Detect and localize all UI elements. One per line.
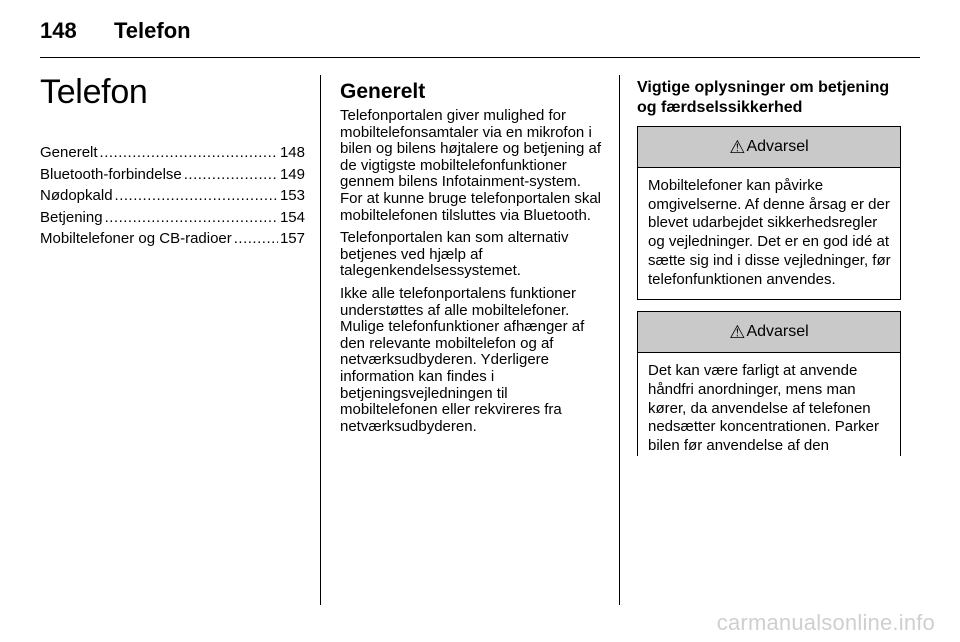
toc-label: Bluetooth-forbindelse	[40, 165, 182, 183]
toc-page: 153	[279, 187, 305, 204]
warning-icon: ⚠	[729, 136, 746, 157]
paragraph: Ikke alle telefonportalens funktioner understøttes af alle mobiltelefoner. Mulige telefonfunktioner afhænger af den relevante mobiltelefon og af netværksudbyderen. Yderligere information kan findes i betjeningsvejledningen til mobiltelefonen eller rekvireres fra netværksudbyderen.	[340, 284, 585, 435]
paragraph: Telefonportalen kan som alternativ betjenes ved hjælp af talegenkendelsessystemet.	[340, 229, 569, 280]
header-divider	[40, 57, 920, 58]
toc-leader	[105, 207, 278, 229]
toc-leader	[184, 164, 278, 186]
safety-section	[637, 78, 901, 467]
table-of-contents	[40, 72, 305, 250]
toc-label: Generelt	[40, 144, 98, 161]
toc-label: Nødopkald	[40, 187, 113, 204]
toc-leader	[100, 142, 278, 164]
warning-heading: Advarsel	[746, 323, 809, 341]
column-divider-left	[320, 75, 321, 605]
toc-item-mobiltelefoner[interactable]	[40, 228, 305, 250]
toc-page: 154	[279, 208, 305, 226]
toc-page: 157	[279, 230, 305, 247]
toc-page: 148	[279, 144, 305, 161]
column-divider-right	[619, 75, 620, 605]
toc-item-generelt[interactable]	[40, 142, 305, 164]
paragraph: Telefonportalen giver mulighed for mobiltelefonsamtaler via en mikrofon i bilen og bilens højtalere og betjening af de vigtigste mobiltelefonfunktioner gennem bilens Infotainment-system. For at kunne bruge telefonportalen skal mobiltelefonen tilsluttes via Bluetooth.	[340, 107, 602, 224]
subsection-title: Vigtige oplysninger om betjening og færdselssikkerhed	[637, 79, 890, 116]
warning-text: Det kan være farligt at anvende håndfri anordninger, mens man kører, da anvendelse af telefonen nedsætter koncentrationen. Parker bilen før anvendelse af den	[648, 362, 879, 455]
chapter-title: Telefon	[40, 73, 148, 111]
page-number: 148	[40, 18, 77, 43]
toc-label: Mobiltelefoner og CB-radioer	[40, 230, 232, 247]
warning-box	[637, 126, 901, 300]
main-section	[340, 80, 604, 441]
toc-item-nodopkald[interactable]	[40, 185, 305, 207]
toc-item-betjening[interactable]	[40, 207, 305, 229]
watermark: carmanualsonline.info	[716, 610, 935, 635]
warning-header	[638, 312, 900, 353]
warning-header	[638, 127, 900, 168]
toc-leader	[115, 185, 278, 207]
running-header: Telefon	[114, 18, 191, 43]
toc-label: Betjening	[40, 208, 103, 226]
section-title: Generelt	[340, 80, 426, 103]
toc-page: 149	[279, 165, 305, 183]
warning-text: Mobiltelefoner kan påvirke omgivelserne. Af denne årsag er der blevet udarbejdet sikkerhedsregler og vejledninger. Det er en god idé at sætte sig ind i disse vejledninger, før telefonfunktionen anvendes.	[648, 177, 891, 288]
toc-leader	[234, 228, 278, 250]
warning-box	[637, 311, 901, 456]
warning-icon: ⚠	[729, 321, 746, 342]
warning-heading: Advarsel	[746, 138, 809, 155]
toc-item-bluetooth[interactable]	[40, 164, 305, 186]
